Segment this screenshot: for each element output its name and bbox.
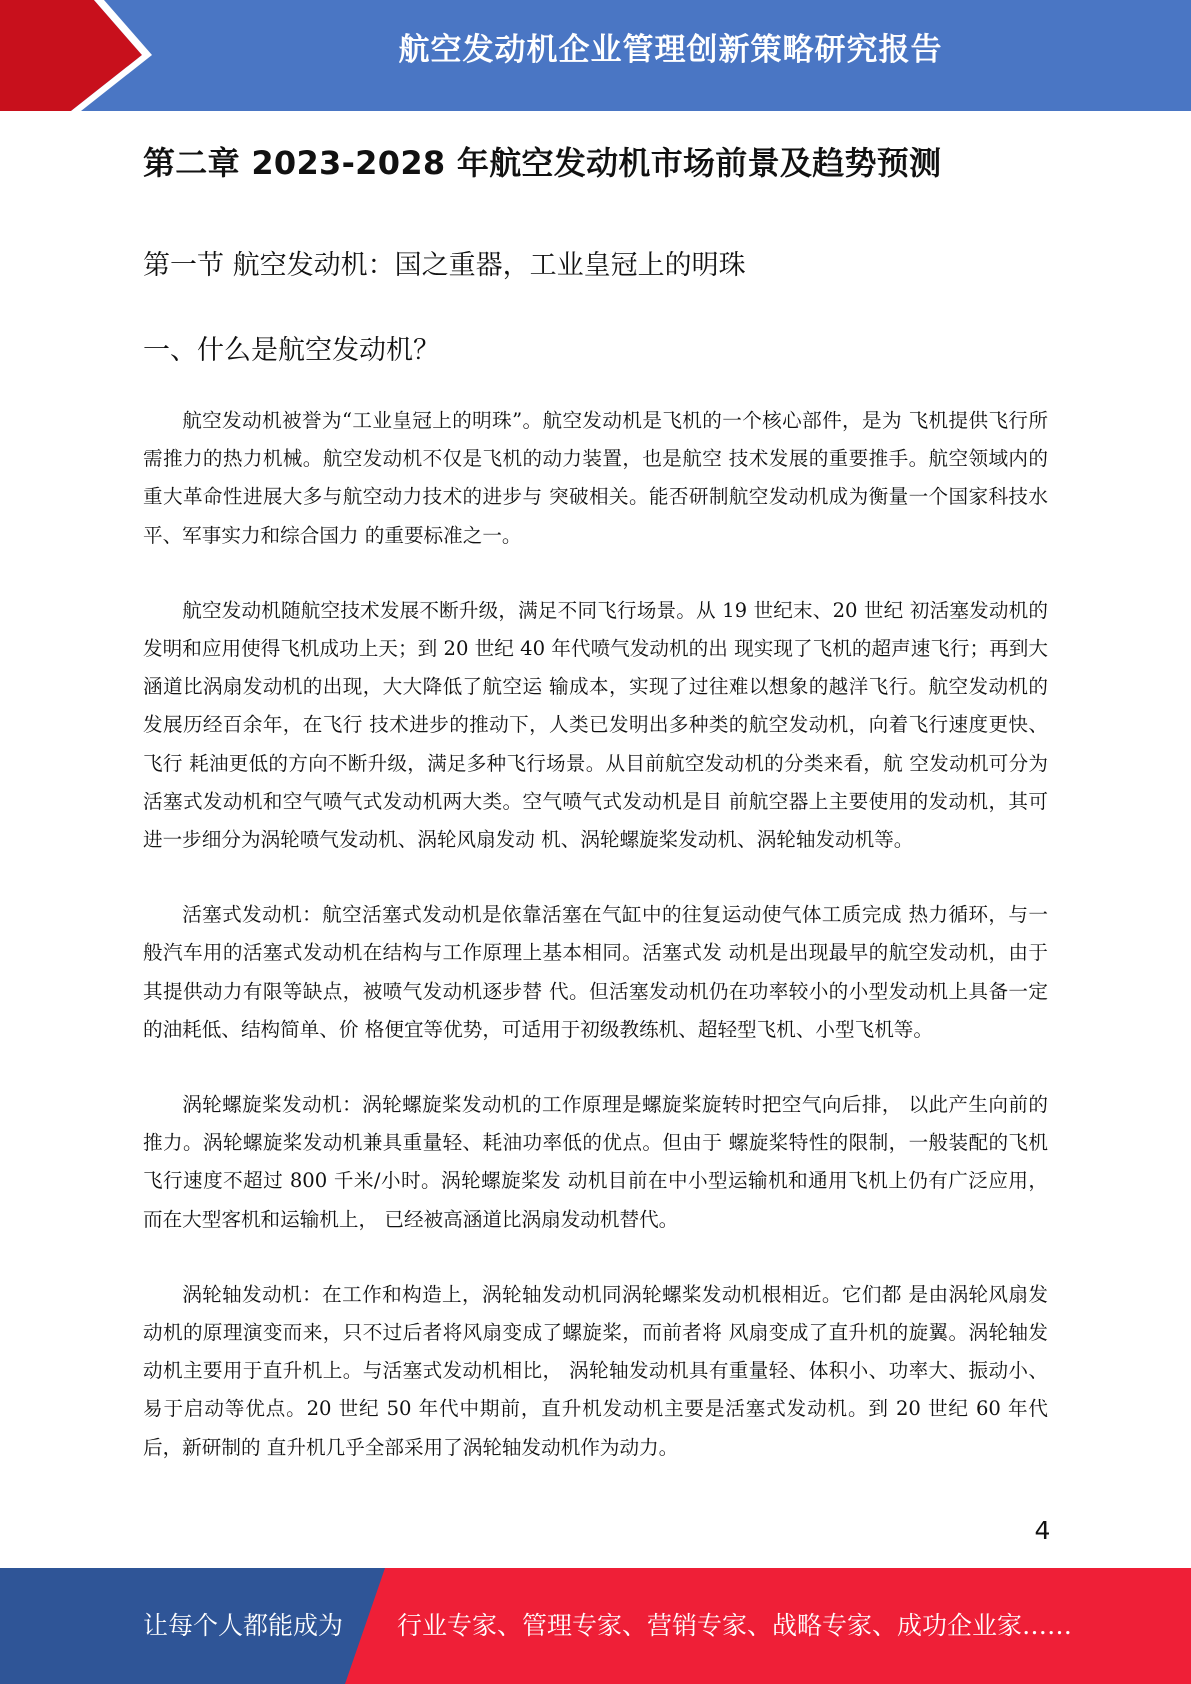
page-number: 4 xyxy=(1034,1516,1051,1545)
header-arrow-decoration xyxy=(0,0,170,111)
header-red-arrow xyxy=(0,0,142,111)
paragraph-piston-engine: 活塞式发动机：航空活塞式发动机是依靠活塞在气缸中的往复运动使气体工质完成 热力循环，与一般汽车用的活塞式发动机在结构与工作原理上基本相同。活塞式发 动机是出现最早的航空发动机，由于其提供动力有限等缺点，被喷气发动机逐步替 代。但活塞发动机仍在功率较小的小型发动机上具备一定的油耗低、结构简单、价 格便宜等优势，可适用于初级教练机、超轻型飞机、小型飞机等。 xyxy=(143,903,1048,1041)
body-text xyxy=(143,402,1048,1504)
footer-banner xyxy=(0,1568,1191,1684)
paragraph-intro: 航空发动机被誉为“工业皇冠上的明珠”。航空发动机是飞机的一个核心部件，是为 飞机提供飞行所需推力的热力机械。航空发动机不仅是飞机的动力装置，也是航空 技术发展的重要推手。航空领域内的重大革命性进展大多与航空动力技术的进步与 突破相关。能否研制航空发动机成为衡量一个国家科技水平、军事实力和综合国力 的重要标准之一。 xyxy=(143,409,1048,547)
footer-slogan-left: 让每个人都能成为 xyxy=(143,1611,344,1640)
section-title: 第一节 航空发动机：国之重器，工业皇冠上的明珠 xyxy=(143,250,746,281)
subsection-title: 一、什么是航空发动机？ xyxy=(143,335,440,366)
paragraph-turboshaft-engine: 涡轮轴发动机：在工作和构造上，涡轮轴发动机同涡轮螺桨发动机根相近。它们都 是由涡轮风扇发动机的原理演变而来，只不过后者将风扇变成了螺旋桨，而前者将 风扇变成了直升机的旋翼。涡轮轴发动机主要用于直升机上。与活塞式发动机相比， 涡轮轴发动机具有重量轻、体积小、功率大、振动小、易于启动等优点。20 世纪 50 年代中期前，直升机发动机主要是活塞式发动机。到 20 世纪 60 年代后，新研制的 直升机几乎全部采用了涡轮轴发动机作为动力。 xyxy=(143,1282,1048,1459)
header-title: 航空发动机企业管理创新策略研究报告 xyxy=(398,32,943,68)
footer-slogan-right: 行业专家、管理专家、营销专家、战略专家、成功企业家…… xyxy=(397,1611,1073,1640)
header-banner xyxy=(0,0,1191,111)
paragraph-turboprop-engine: 涡轮螺旋桨发动机：涡轮螺旋桨发动机的工作原理是螺旋桨旋转时把空气向后排， 以此产生向前的推力。涡轮螺旋桨发动机兼具重量轻、耗油功率低的优点。但由于 螺旋桨特性的限制，一般装配的飞机飞行速度不超过 800 千米/小时。涡轮螺旋桨发 动机目前在中小型运输机和通用飞机上仍有广泛应用，而在大型客机和运输机上， 已经被高涵道比涡扇发动机替代。 xyxy=(143,1093,1048,1231)
chapter-title: 第二章 2023-2028 年航空发动机市场前景及趋势预测 xyxy=(143,144,942,182)
paragraph-development: 航空发动机随航空技术发展不断升级，满足不同飞行场景。从 19 世纪末、20 世纪 初活塞发动机的发明和应用使得飞机成功上天；到 20 世纪 40 年代喷气发动机的出 现实现了飞机的超声速飞行；再到大涵道比涡扇发动机的出现，大大降低了航空运 输成本，实现了过往难以想象的越洋飞行。航空发动机的发展历经百余年，在飞行 技术进步的推动下，人类已发明出多种类的航空发动机，向着飞行速度更快、飞行 耗油更低的方向不断升级，满足多种飞行场景。从目前航空发动机的分类来看，航 空发动机可分为活塞式发动机和空气喷气式发动机两大类。空气喷气式发动机是目 前航空器上主要使用的发动机，其可进一步细分为涡轮喷气发动机、涡轮风扇发动 机、涡轮螺旋桨发动机、涡轮轴发动机等。 xyxy=(143,598,1048,852)
